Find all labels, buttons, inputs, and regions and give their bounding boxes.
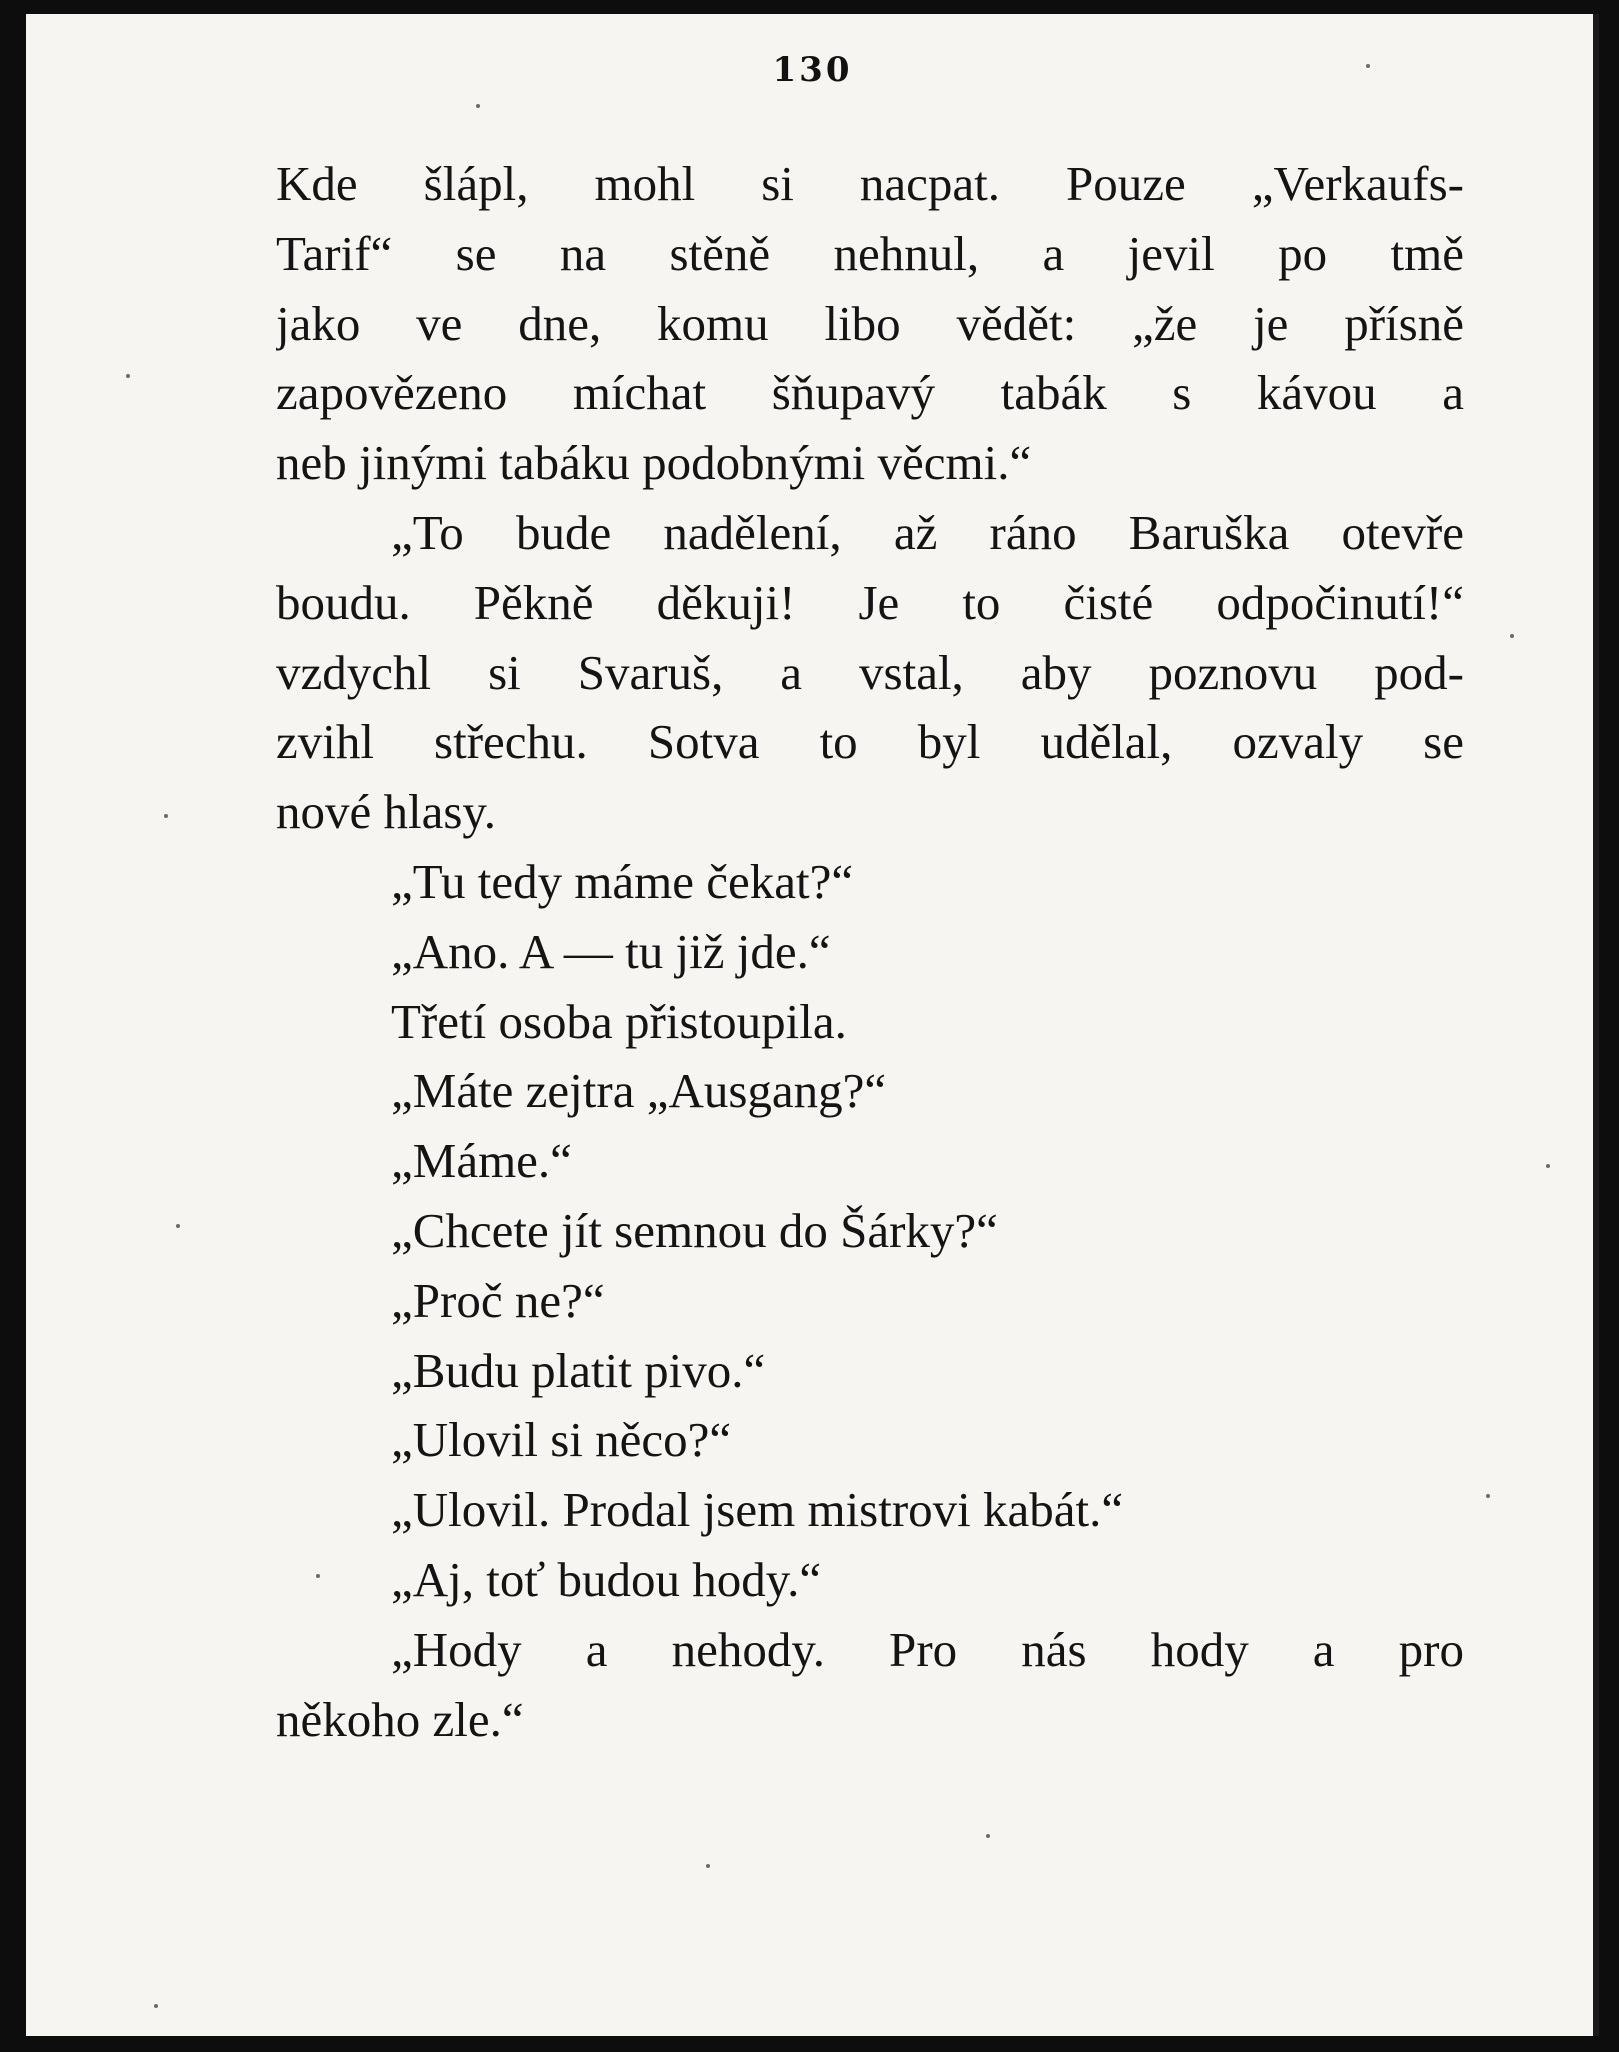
book-page <box>26 14 1599 2036</box>
text-line: „Ulovil si něco?“ <box>391 1412 732 1468</box>
text-line: „Aj, toť budou hody.“ <box>391 1551 822 1607</box>
text-line: „Hody a nehody. Pro nás hody a pro <box>391 1621 1464 1677</box>
text-line: vzdychl si Svaruš, a vstal, aby poznovu pod- <box>276 644 1464 700</box>
text-line: boudu. Pěkně děkuji! Je to čisté odpočinutí!“ <box>276 574 1464 630</box>
text-line: „Budu platit pivo.“ <box>391 1342 766 1398</box>
page-edge-shadow <box>1593 14 1599 2036</box>
text-line: Třetí osoba přistoupila. <box>391 993 847 1049</box>
text-line: jako ve dne, komu libo vědět: „že je přísně <box>276 295 1464 351</box>
text-line: zvihl střechu. Sotva to byl udělal, ozvaly se <box>276 714 1464 770</box>
text-line: „Máme.“ <box>391 1133 572 1189</box>
text-line: neb jinými tabáku podobnými věcmi.“ <box>276 435 1032 491</box>
text-line: někoho zle.“ <box>276 1691 524 1747</box>
text-line: Tarif“ se na stěně nehnul, a jevil po tmě <box>276 225 1464 281</box>
text-line: zapovězeno míchat šňupavý tabák s kávou a <box>276 365 1464 421</box>
text-line: „Máte zejtra „Ausgang?“ <box>391 1063 887 1119</box>
text-line: „Chcete jít semnou do Šárky?“ <box>391 1202 998 1258</box>
text-line: Kde šlápl, mohl si nacpat. Pouze „Verkaufs- <box>276 156 1464 211</box>
text-line: nové hlasy. <box>276 784 496 840</box>
text-line: „Tu tedy máme čekat?“ <box>391 853 854 909</box>
text-line: „To bude nadělení, až ráno Baruška otevře <box>391 504 1464 560</box>
page-number: 130 <box>772 50 853 90</box>
text-line: „Proč ne?“ <box>391 1272 605 1328</box>
text-line: „Ano. A — tu již jde.“ <box>391 923 831 979</box>
body-text <box>276 149 1464 1754</box>
text-line: „Ulovil. Prodal jsem mistrovi kabát.“ <box>391 1482 1124 1538</box>
